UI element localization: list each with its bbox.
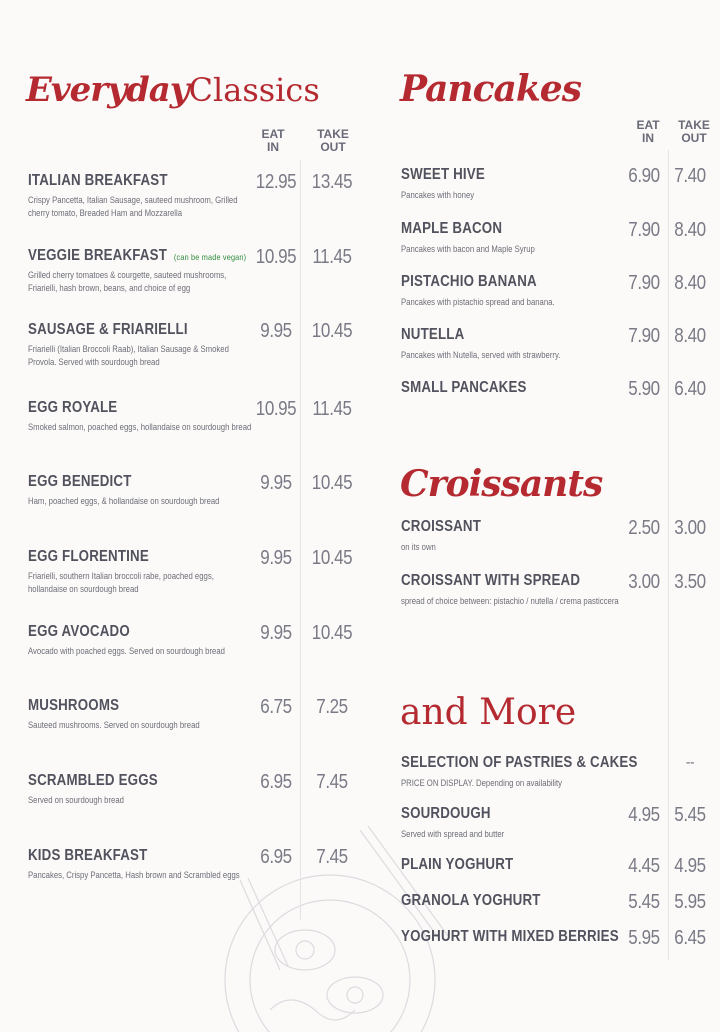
price-eat-in: 7.90 [628, 325, 660, 347]
menu-item [28, 548, 283, 596]
price-eat-in: 5.95 [628, 927, 660, 949]
item-description: Sauteed mushrooms. Served on sourdough bread [28, 720, 200, 730]
menu-item [401, 754, 676, 790]
price-take-out: 3.50 [674, 571, 706, 593]
section-title-classics-regular: Classics [188, 71, 320, 109]
column-header-eat-in: EAT IN [636, 118, 660, 145]
item-name: KIDS BREAKFAST [28, 847, 148, 864]
menu-item [28, 623, 288, 658]
item-name: SAUSAGE & FRIARIELLI [28, 321, 188, 338]
section-title-croissants [400, 463, 602, 505]
item-name: EGG ROYALE [28, 399, 118, 416]
item-name: SMALL PANCAKES [401, 379, 527, 396]
price-eat-in: 6.95 [260, 846, 292, 868]
section-title-pancakes-text: Pancakes [400, 68, 581, 110]
price-take-out: 7.45 [316, 771, 348, 793]
item-name: EGG FLORENTINE [28, 548, 149, 565]
item-description: Ham, poached eggs, & hollandaise on sourdough bread [28, 496, 220, 506]
price-eat-in: 6.90 [628, 165, 660, 187]
price-eat-in: 6.95 [260, 771, 292, 793]
item-description: Friarielli (Italian Broccoli Raab), Italian Sausage & Smoked Provola. Served with sourdough bread [28, 344, 229, 367]
section-title-more [400, 692, 576, 733]
menu-item [28, 172, 283, 220]
price-take-out: 8.40 [674, 325, 706, 347]
item-description: Pancakes with honey [401, 190, 475, 200]
item-name: PLAIN YOGHURT [401, 856, 514, 873]
menu-item [28, 772, 288, 807]
item-description: on its own [401, 542, 436, 552]
price-take-out: 8.40 [674, 219, 706, 241]
menu-item [401, 892, 563, 910]
section-title-classics [26, 70, 320, 110]
menu-item [28, 473, 288, 508]
item-description: Pancakes with bacon and Maple Syrup [401, 244, 535, 254]
price-take-out: 8.40 [674, 272, 706, 294]
item-description: Served on sourdough bread [28, 795, 124, 805]
item-description: Crispy Pancetta, Italian Sausage, sauteed mushroom, Grilled cherry tomato, Breaded Ham and Mozzarella [28, 195, 238, 218]
price-take-out: 6.45 [674, 927, 706, 949]
price-take-out: 10.45 [311, 547, 353, 569]
menu-item [401, 379, 547, 397]
item-name: EGG AVOCADO [28, 623, 130, 640]
item-name: CROISSANT WITH SPREAD [401, 572, 581, 589]
price-eat-in: 5.45 [628, 891, 660, 913]
price-eat-in: 10.95 [255, 246, 297, 268]
column-header-take-out: TAKE OUT [678, 118, 710, 145]
item-description: Smoked salmon, poached eggs, hollandaise on sourdough bread [28, 422, 252, 432]
item-name: CROISSANT [401, 518, 482, 535]
price-take-out: 11.45 [312, 398, 352, 420]
price-eat-in: 10.95 [255, 398, 297, 420]
price-eat-in: 4.45 [628, 855, 660, 877]
item-description: Grilled cherry tomatoes & courgette, sauteed mushrooms, Friarielli, hash brown, beans, and choice of egg [28, 270, 227, 293]
price-take-out: -- [685, 754, 695, 771]
item-name: MAPLE BACON [401, 220, 503, 237]
menu-item [28, 247, 288, 295]
price-eat-in: 3.00 [628, 571, 660, 593]
price-eat-in: 6.75 [260, 696, 292, 718]
price-eat-in: 7.90 [628, 219, 660, 241]
price-take-out: 10.45 [311, 320, 353, 342]
item-name: ITALIAN BREAKFAST [28, 172, 168, 189]
menu-item [28, 697, 288, 732]
item-name: SOURDOUGH [401, 805, 491, 822]
item-name: SELECTION OF PASTRIES & CAKES [401, 754, 638, 771]
item-name: SCRAMBLED EGGS [28, 772, 158, 789]
item-name: YOGHURT WITH MIXED BERRIES [401, 928, 619, 945]
item-description: Served with spread and butter [401, 829, 505, 839]
item-name: GRANOLA YOGHURT [401, 892, 541, 909]
section-title-classics-bold: Everyday [26, 70, 189, 110]
column-header-eat-in: EAT IN [261, 127, 285, 154]
price-take-out: 4.95 [674, 855, 706, 877]
price-take-out: 7.45 [316, 846, 348, 868]
section-title-more-text: and More [400, 692, 577, 733]
item-description: Pancakes with pistachio spread and banana. [401, 297, 555, 307]
section-title-pancakes [400, 68, 581, 110]
item-description: Pancakes, Crispy Pancetta, Hash brown and Scrambled eggs [28, 870, 240, 880]
price-eat-in: 9.95 [260, 622, 292, 644]
price-eat-in: 5.90 [628, 378, 660, 400]
item-name: MUSHROOMS [28, 697, 120, 714]
item-description: Avocado with poached eggs. Served on sourdough bread [28, 646, 225, 656]
price-eat-in: 7.90 [628, 272, 660, 294]
price-eat-in: 12.95 [255, 171, 297, 193]
price-take-out: 5.45 [674, 804, 706, 826]
price-take-out: 11.45 [312, 246, 352, 268]
price-take-out: 13.45 [311, 171, 353, 193]
price-eat-in: 9.95 [260, 320, 292, 342]
divider-classics-price [300, 160, 301, 920]
item-name: EGG BENEDICT [28, 473, 132, 490]
price-eat-in: 4.95 [628, 804, 660, 826]
item-name: SWEET HIVE [401, 166, 485, 183]
item-description: spread of choice between: pistachio / nutella / crema pasticcera [401, 596, 619, 606]
price-take-out: 5.95 [674, 891, 706, 913]
price-eat-in: 2.50 [628, 517, 660, 539]
vegan-note: (can be made vegan) [173, 252, 247, 262]
item-description: Friarielli, southern Italian broccoli rabe, poached eggs, hollandaise on sourdough bread [28, 571, 214, 594]
item-name: VEGGIE BREAKFAST [28, 247, 168, 264]
item-description: PRICE ON DISPLAY. Depending on availability [401, 778, 563, 788]
price-take-out: 3.00 [674, 517, 706, 539]
item-name: NUTELLA [401, 326, 465, 343]
price-eat-in: 9.95 [260, 547, 292, 569]
price-take-out: 7.40 [674, 165, 706, 187]
menu-item [28, 321, 288, 369]
menu-item [401, 856, 532, 874]
price-take-out: 10.45 [311, 472, 353, 494]
price-take-out: 6.40 [674, 378, 706, 400]
price-take-out: 10.45 [311, 622, 353, 644]
item-name: PISTACHIO BANANA [401, 273, 537, 290]
menu-item [401, 928, 654, 946]
section-title-croissants-text: Croissants [400, 463, 603, 505]
item-description: Pancakes with Nutella, served with strawberry. [401, 350, 561, 360]
price-take-out: 7.25 [316, 696, 348, 718]
price-eat-in: 9.95 [260, 472, 292, 494]
column-header-take-out: TAKE OUT [317, 127, 349, 154]
